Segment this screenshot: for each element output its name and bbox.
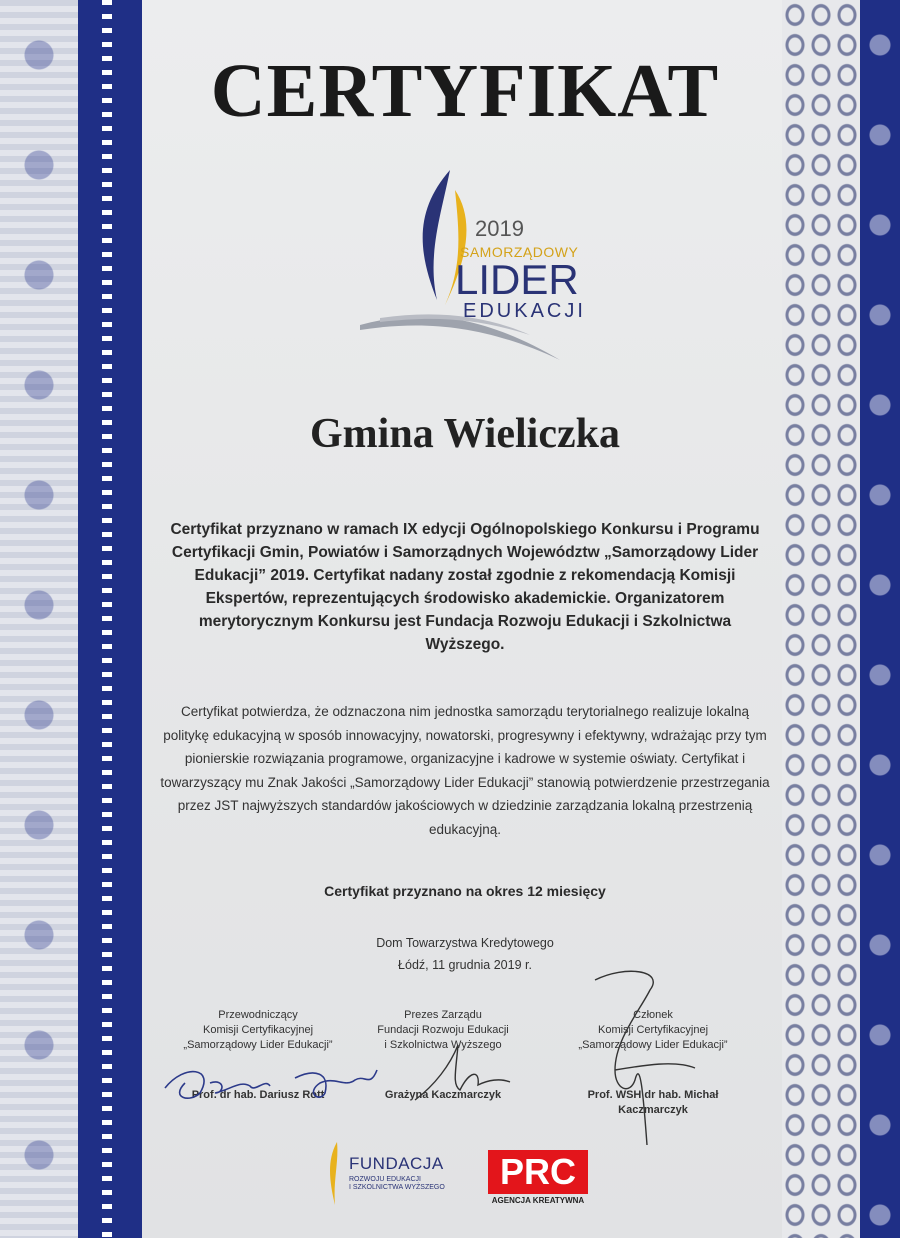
signatory-name: Prof. WSH dr hab. Michał Kaczmarczyk [587,1089,719,1116]
signature-role-line: Przewodniczący [218,1009,298,1021]
signature-role-line: „Samorządowy Lider Edukacji” [183,1039,333,1051]
prc-mark: PRC [488,1150,588,1194]
right-ornament-border [782,0,860,1238]
signature-role-line: „Samorządowy Lider Edukacji” [578,1039,728,1051]
logo-line3: EDUKACJI [463,300,586,322]
fundacja-name: FUNDACJA [349,1154,444,1173]
fundacja-subtitle [349,1176,445,1192]
signature-role-line: i Szkolnictwa Wyższego [384,1039,502,1051]
prc-subtitle: AGENCJA KREATYWNA [491,1196,585,1205]
signatory-name: Grażyna Kaczmarczyk [384,1089,502,1101]
fundacja-sub-line: ROZWOJU EDUKACJI [349,1176,421,1183]
signature-block-chair [158,1008,358,1101]
left-dot-stripe [102,0,112,1238]
flame-icon [325,1140,347,1210]
confirmation-paragraph: Certyfikat potwierdza, że odznaczona nim jednostka samorządu terytorialnego realizuje lokalną politykę edukacyjną w sposób innowacyjny, nowatorski, progresywny i efektywny, wdrażając przy tym pionierskie rozwiązania programowe, organizacyjne i kadrowe w systemie oświaty. Certyfikat i towarzyszący mu Znak Jakości „Samorządowy Lider Edukacji” stanowią potwierdzenie przestrzegania przez JST najwyższych standardów jakościowych w dziedzinie zarządzania lokalną przestrzenią edukacyjną. [160,704,770,837]
validity-period: Certyfikat przyznano na okres 12 miesięcy [324,883,606,899]
recipient-name: Gmina Wieliczka [310,411,620,457]
award-paragraph: Certyfikat przyznano w ramach IX edycji Ogólnopolskiego Konkursu i Programu Certyfikacji Gmin, Powiatów i Samorządnych Województw „Samorządowy Lider Edukacji” 2019. Certyfikat nadany został zgodnie z rekomendacją Komisji Ekspertów, reprezentujących środowisko akademickie. Organizatorem merytorycznym Konkursu jest Fundacja Rozwoju Edukacji i Szkolnictwa Wyższego. [170,521,760,653]
signature-role-line: Prezes Zarządu [404,1009,482,1021]
lider-edukacji-logo [355,160,586,360]
signature-role-line: Komisji Certyfikacyjnej [202,1024,314,1036]
logo-year: 2019 [475,216,524,241]
certificate-title: CERTYFIKAT [210,49,720,133]
issue-date: Łódź, 11 grudnia 2019 r. [398,958,532,972]
logo-line2: LIDER [455,256,579,303]
left-blue-stripe-inner [112,0,142,1238]
signature-block-member [553,1008,753,1116]
fundacja-sub-line: I SZKOLNICTWA WYŻSZEGO [349,1184,445,1191]
issue-place-date [160,932,770,976]
left-blue-stripe [78,0,102,1238]
signature-role-line: Fundacji Rozwoju Edukacji [377,1024,509,1036]
fundacja-logo [325,1140,455,1210]
left-ornament-border [0,0,78,1238]
signatory-name: Prof. dr hab. Dariusz Rott [191,1089,325,1101]
signature-block-president [343,1008,543,1101]
signature-role-line: Komisji Certyfikacyjnej [597,1024,709,1036]
issue-place: Dom Towarzystwa Kredytowego [376,936,554,950]
signature-role-line: Członek [633,1009,673,1021]
right-blue-stripe [860,0,900,1238]
logo-line1: SAMORZĄDOWY [460,244,579,260]
prc-logo [488,1150,588,1210]
